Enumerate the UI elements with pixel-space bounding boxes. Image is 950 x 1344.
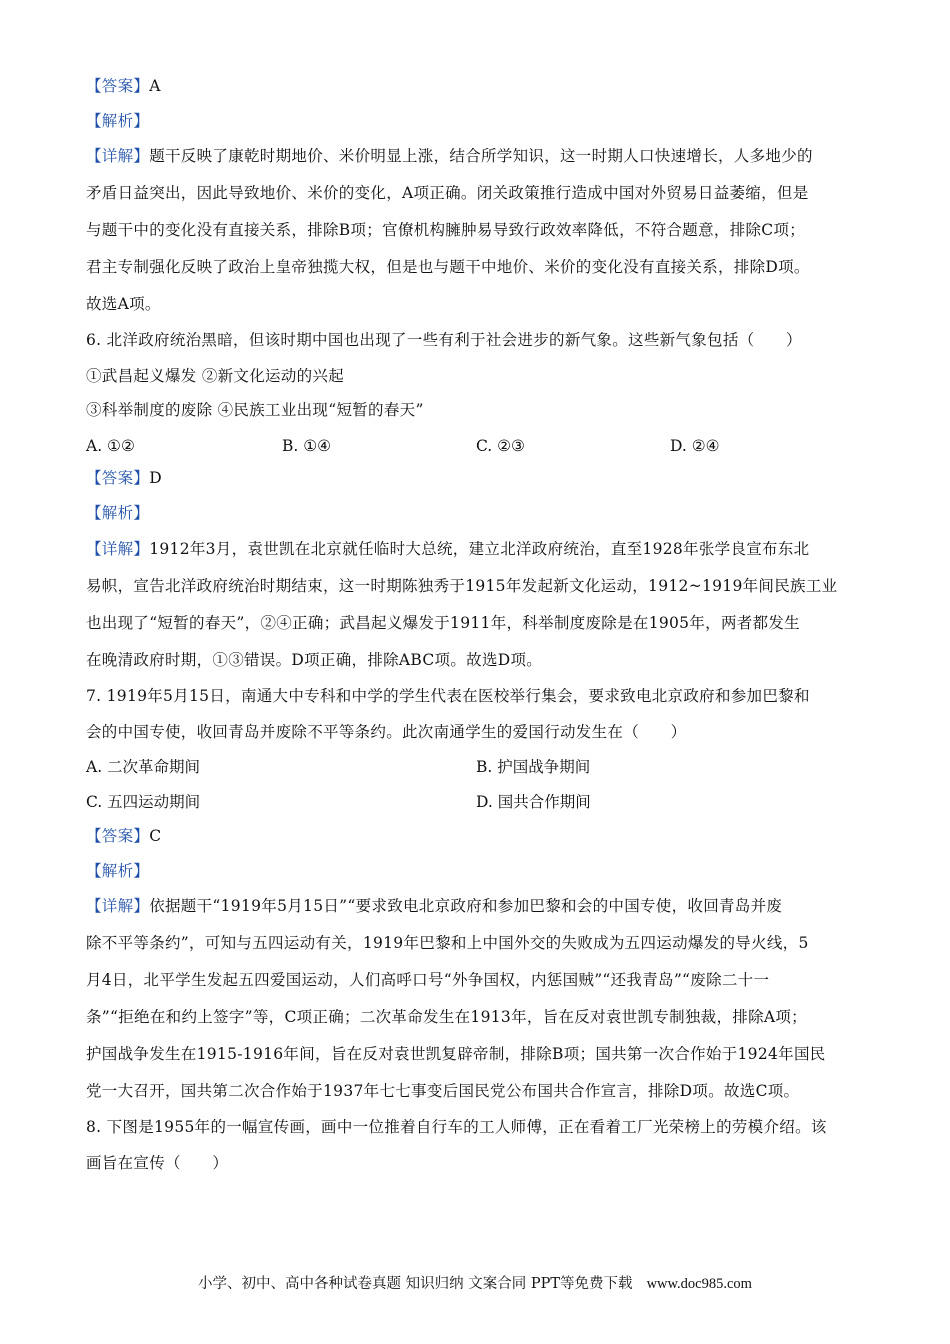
q6-option-a: A. ①② xyxy=(86,437,135,455)
q6-stem: 6. 北洋政府统治黑暗，但该时期中国也出现了一些有利于社会进步的新气象。这些新气象包括（ ） xyxy=(86,331,802,349)
q6-analysis-tag: 【解析】 xyxy=(86,504,150,522)
q6-detail-line-2: 易帜，宣告北洋政府统治时期结束，这一时期陈独秀于1915年发起新文化运动，1912~1919年间民族工业 xyxy=(86,577,838,595)
detail-tag: 【详解】 xyxy=(86,147,150,165)
footer-url[interactable]: www.doc985.com xyxy=(646,1276,752,1292)
q6-answer: D xyxy=(149,469,162,487)
q7-stem-2: 会的中国专使，收回青岛并废除不平等条约。此次南通学生的爱国行动发生在（ ） xyxy=(86,723,687,741)
q8-stem-2: 画旨在宣传（ ） xyxy=(86,1154,229,1172)
q5-detail-line-2: 矛盾日益突出，因此导致地价、米价的变化，A项正确。闭关政策推行造成中国对外贸易日益萎缩，但是 xyxy=(86,184,809,202)
q5-answer: A xyxy=(149,77,161,95)
page-footer xyxy=(0,1272,950,1293)
q6-items-2: ③科举制度的废除 ④民族工业出现“短暂的春天” xyxy=(86,401,424,419)
q6-detail-line-1 xyxy=(86,539,809,559)
q7-analysis-tag: 【解析】 xyxy=(86,862,150,880)
q7-detail-text: 依据题干“1919年5月15日”“要求致电北京政府和参加巴黎和会的中国专使，收回青岛并废 xyxy=(149,897,783,915)
q7-detail-line-6: 党一大召开，国共第二次合作始于1937年七七事变后国民党公布国共合作宣言，排除D项。故选C项。 xyxy=(86,1082,800,1100)
q7-option-d: D. 国共合作期间 xyxy=(476,793,591,811)
q7-detail-line-3: 月4日，北平学生发起五四爱国运动，人们高呼口号“外争国权，内惩国贼”“还我青岛”“废除二十一 xyxy=(86,971,770,989)
answer-tag: 【答案】 xyxy=(86,469,150,487)
q7-detail-line-1 xyxy=(86,896,782,916)
q6-answer-line xyxy=(86,468,162,488)
q7-option-c: C. 五四运动期间 xyxy=(86,793,201,811)
detail-tag: 【详解】 xyxy=(86,897,150,915)
detail-tag: 【详解】 xyxy=(86,540,150,558)
q6-detail-line-4: 在晚清政府时期，①③错误。D项正确，排除ABC项。故选D项。 xyxy=(86,651,543,669)
footer-text: 小学、初中、高中各种试卷真题 知识归纳 文案合同 PPT等免费下载 xyxy=(198,1276,633,1292)
q7-option-b: B. 护国战争期间 xyxy=(476,758,591,776)
q6-items-1: ①武昌起义爆发 ②新文化运动的兴起 xyxy=(86,367,345,385)
q5-detail-line-3: 与题干中的变化没有直接关系，排除B项；官僚机构臃肿易导致行政效率降低，不符合题意，排除C项； xyxy=(86,221,806,239)
q8-stem-1: 8. 下图是1955年的一幅宣传画，画中一位推着自行车的工人师傅，正在看着工厂光荣榜上的劳模介绍。该 xyxy=(86,1118,827,1136)
answer-tag: 【答案】 xyxy=(86,827,150,845)
q5-detail-text: 题干反映了康乾时期地价、米价明显上涨，结合所学知识，这一时期人口快速增长，人多地少的 xyxy=(149,147,813,165)
q7-detail-line-5: 护国战争发生在1915-1916年间，旨在反对袁世凯复辟帝制，排除B项；国共第一次合作始于1924年国民 xyxy=(86,1045,826,1063)
q7-answer-line xyxy=(86,826,161,846)
q6-option-b: B. ①④ xyxy=(282,437,332,455)
q6-detail-text: 1912年3月，袁世凯在北京就任临时大总统，建立北洋政府统治，直至1928年张学良宣布东北 xyxy=(149,540,810,558)
q5-analysis-tag: 【解析】 xyxy=(86,112,150,130)
q7-detail-line-4: 条”“拒绝在和约上签字”等，C项正确；二次革命发生在1913年，旨在反对袁世凯专制独裁，排除A项； xyxy=(86,1008,807,1026)
q7-detail-line-2: 除不平等条约”，可知与五四运动有关，1919年巴黎和上中国外交的失败成为五四运动爆发的导火线，5 xyxy=(86,934,809,952)
q6-option-c: C. ②③ xyxy=(476,437,525,455)
q5-detail-line-5: 故选A项。 xyxy=(86,295,161,313)
q6-detail-line-3: 也出现了“短暂的春天”，②④正确；武昌起义爆发于1911年，科举制度废除是在1905年，两者都发生 xyxy=(86,614,800,632)
q5-answer-line xyxy=(86,76,161,96)
q7-option-a: A. 二次革命期间 xyxy=(86,758,201,776)
q5-detail-line-4: 君主专制强化反映了政治上皇帝独揽大权，但是也与题干中地价、米价的变化没有直接关系，排除D项。 xyxy=(86,258,810,276)
answer-tag: 【答案】 xyxy=(86,77,150,95)
q6-option-d: D. ②④ xyxy=(670,437,720,455)
q5-detail-line-1 xyxy=(86,146,813,166)
q7-stem-1: 7. 1919年5月15日，南通大中专科和中学的学生代表在医校举行集会，要求致电北京政府和参加巴黎和 xyxy=(86,687,810,705)
q7-answer: C xyxy=(149,827,162,845)
